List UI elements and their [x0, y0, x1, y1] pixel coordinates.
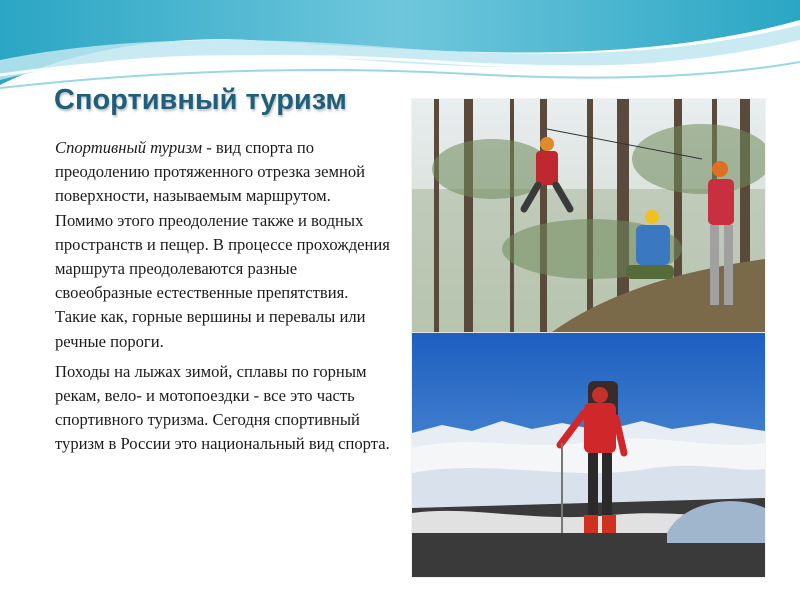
mountain-hiker-photo	[412, 333, 765, 577]
term-highlight: Спортивный туризм	[55, 138, 203, 157]
definition-text: - вид спорта по преодолению протяженного отрезка земной поверхности, называемым маршрутом. Помимо этого преодоление также и водных пространств и пещер. В процессе прохождения маршрута преодолеваются разные своеобразные естественные препятствия. Такие как, горные вершины и перевалы или речные пороги.	[55, 138, 390, 351]
forest-climbers-photo	[412, 99, 765, 332]
paragraph-examples: Походы на лыжах зимой, сплавы по горным рекам, вело- и мотопоездки - все это часть спортивного туризма. Сегодня спортивный туризм в России это национальный вид спорта.	[55, 361, 390, 454]
paragraph-definition	[55, 136, 390, 354]
slide-body	[55, 136, 390, 463]
slide-title: Спортивный туризм	[54, 84, 347, 116]
